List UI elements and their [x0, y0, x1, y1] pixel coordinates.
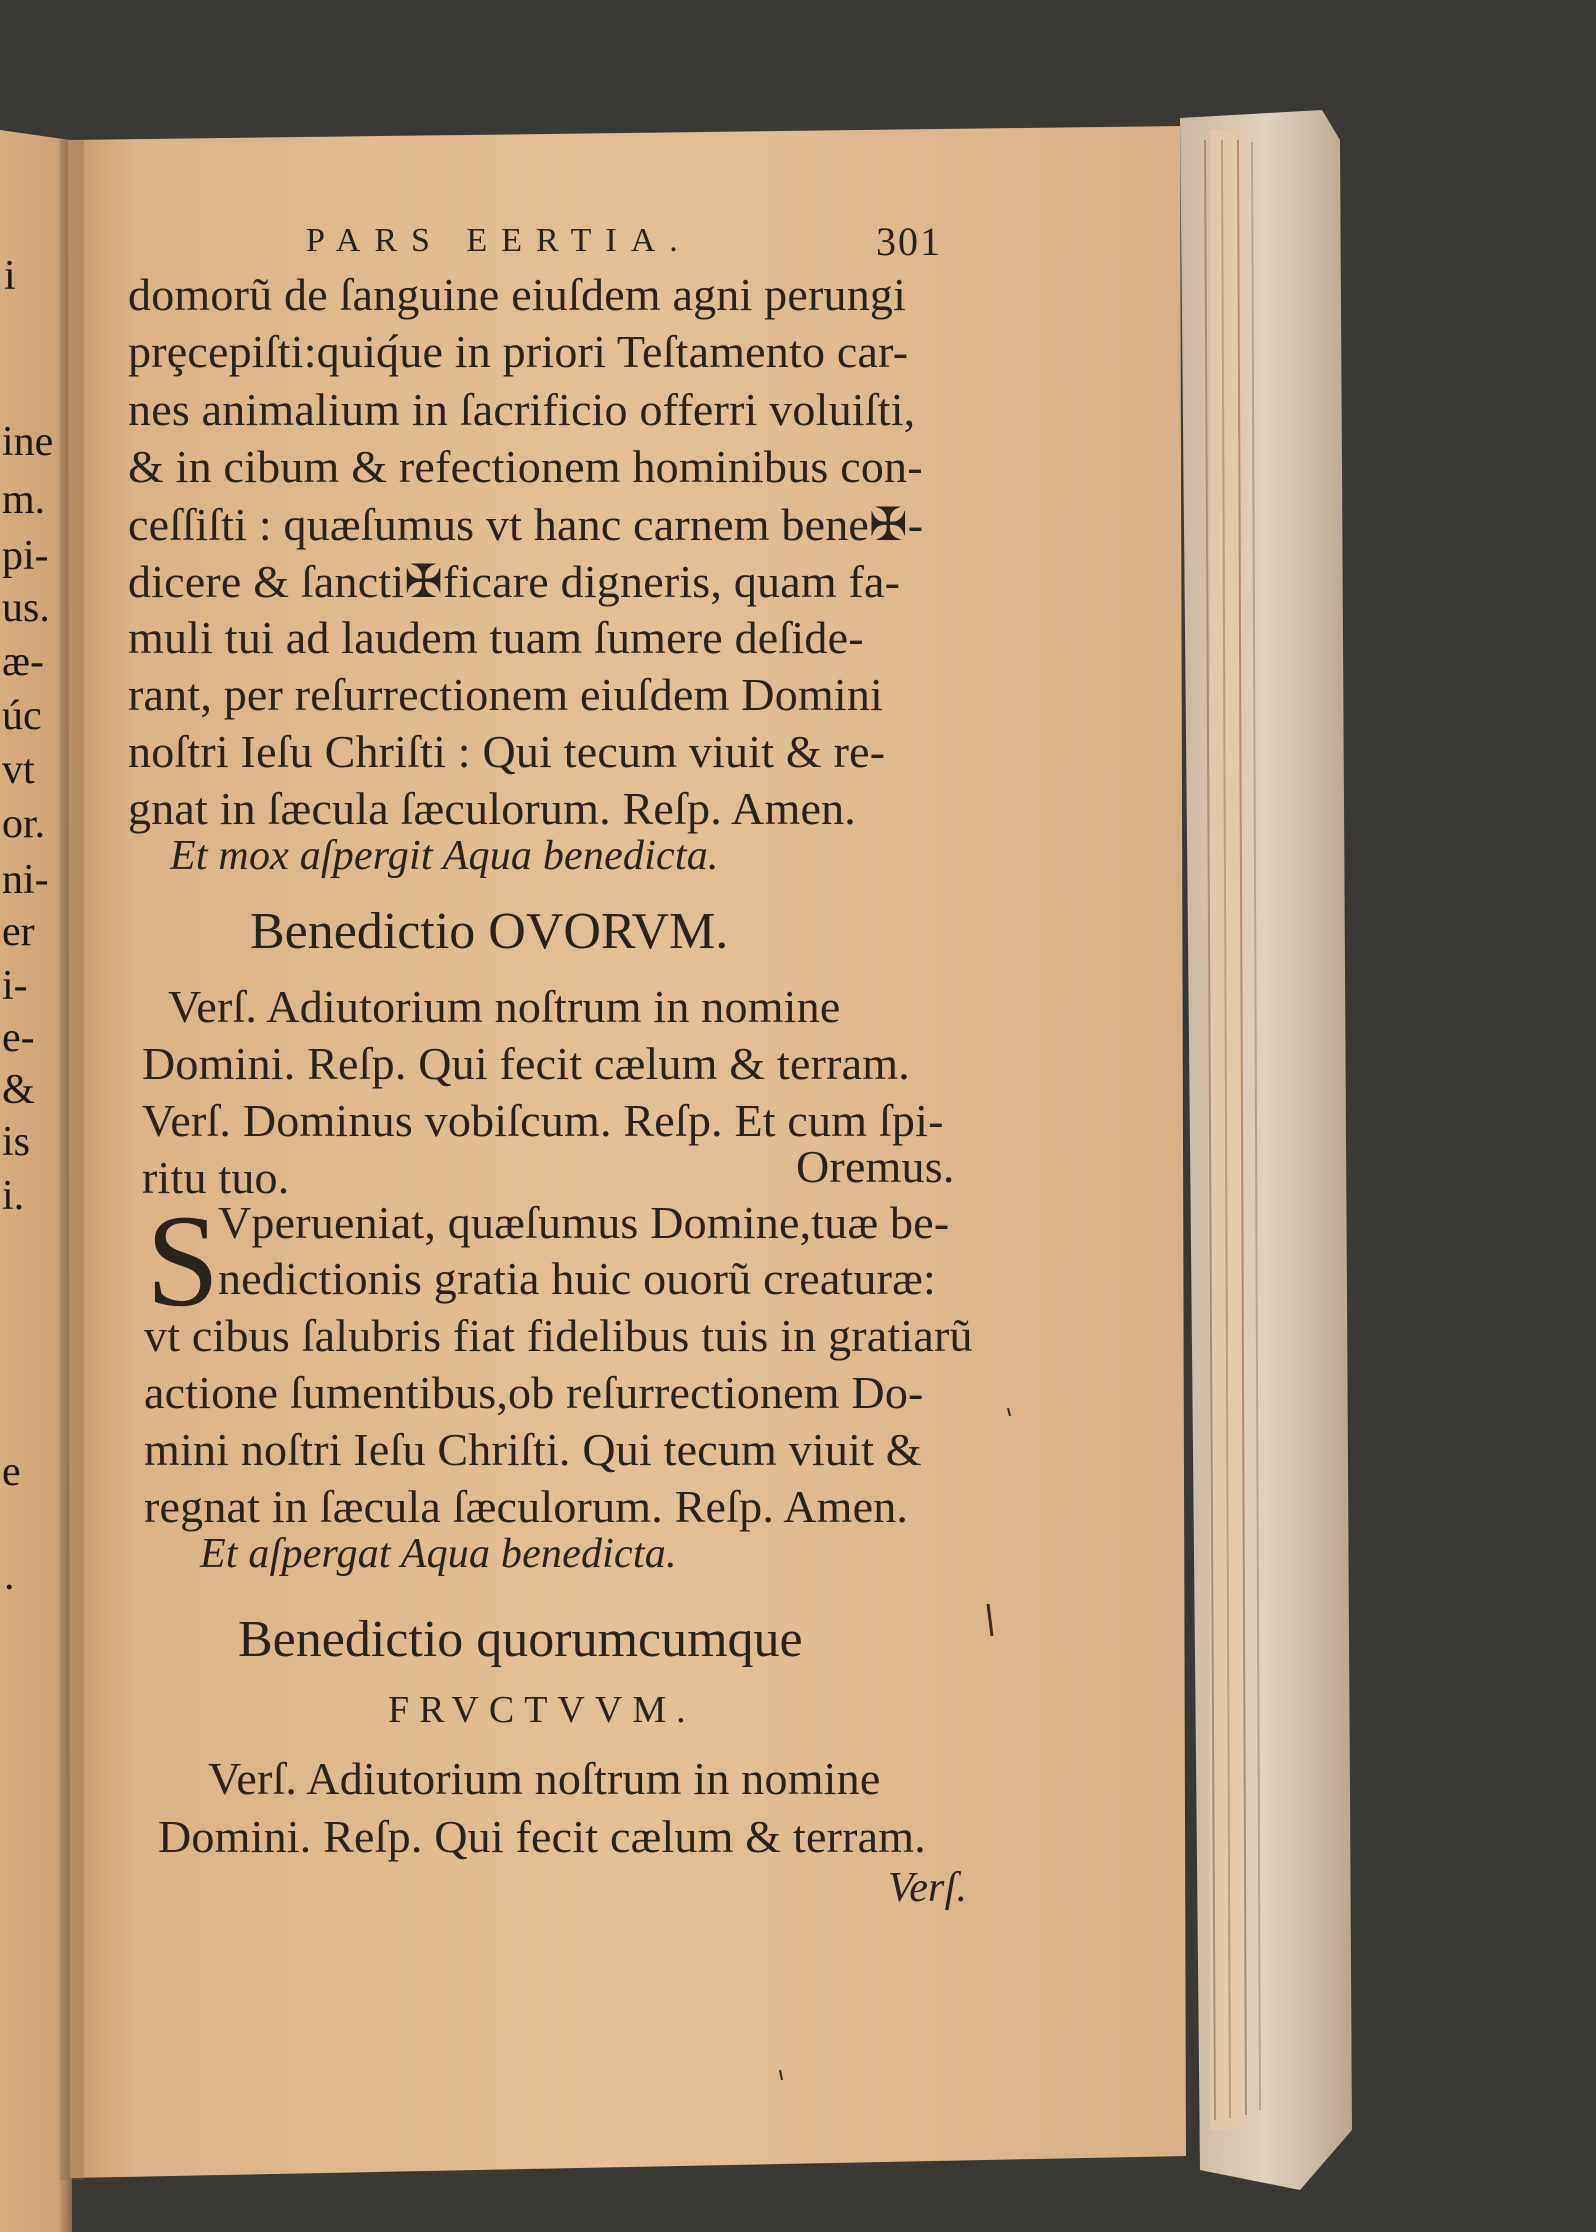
- facing-fragment: i-: [2, 963, 28, 1009]
- prayer-line: domorũ de ſanguine eiuſdem agni perungi: [128, 269, 907, 320]
- prayer-line: regnat in ſæcula ſæculorum. Reſp. Amen.: [144, 1481, 909, 1532]
- facing-fragment: &: [2, 1067, 35, 1113]
- facing-fragment: úc: [2, 693, 42, 739]
- oremus: Oremus.: [796, 1141, 955, 1192]
- prayer-line: & in cibum & refectionem hominibus con-: [128, 441, 923, 492]
- facing-fragment: ni-: [2, 857, 49, 903]
- page-number: 301: [876, 219, 942, 264]
- facing-fragment: .: [4, 1553, 15, 1599]
- facing-fragment: is: [2, 1119, 31, 1165]
- prayer-line: rant, per reſurrectionem eiuſdem Domini: [128, 669, 884, 720]
- catchword: Verſ.: [888, 1865, 968, 1911]
- facing-fragment: e-: [2, 1015, 35, 1061]
- prayer-line: ceſſiſti : quæſumus vt hanc carnem bene✠-: [128, 499, 924, 550]
- section-title-eggs: Benedictio OVORVM.: [250, 903, 729, 960]
- prayer-line: prȩcepiſti:quiq́ue in priori Teſtamento car-: [128, 326, 909, 377]
- drop-cap: S: [146, 1187, 220, 1334]
- facing-fragment: i.: [2, 1173, 25, 1219]
- facing-fragment: vt: [2, 747, 35, 793]
- versicle-line: ritu tuo.: [142, 1152, 290, 1203]
- prayer-line: Vperueniat, quæſumus Domine,tuæ be-: [218, 1197, 950, 1248]
- prayer-line: nes animalium in ſacrificio offerri voluiſti,: [128, 384, 916, 435]
- facing-fragment: æ-: [2, 639, 44, 685]
- versicle-line: Verſ. Adiutorium noſtrum in nomine: [208, 1753, 881, 1804]
- prayer-line: dicere & ſancti✠ficare digneris, quam fa-: [128, 556, 901, 607]
- facing-fragment: us.: [2, 585, 50, 631]
- prayer-line: vt cibus ſalubris fiat fidelibus tuis in gratiarũ: [144, 1310, 973, 1361]
- versicle-line: Verſ. Adiutorium noſtrum in nomine: [168, 981, 841, 1032]
- facing-fragment: or.: [2, 801, 46, 847]
- section-title-fruits: Benedictio quorumcumque: [238, 1611, 803, 1668]
- rubric: Et mox aſpergit Aqua benedicta.: [170, 833, 719, 879]
- facing-fragment: i: [4, 253, 16, 299]
- running-head-title: PARS EERTIA.: [306, 222, 692, 259]
- prayer-line: nedictionis gratia huic ouorũ creaturæ:: [218, 1253, 937, 1304]
- facing-fragment: er: [2, 909, 35, 955]
- prayer-line: noſtri Ieſu Chriſti : Qui tecum viuit & re-: [128, 726, 886, 777]
- prayer-line: muli tui ad laudem tuam ſumere deſide-: [128, 612, 864, 663]
- versicle-line: Domini. Reſp. Qui fecit cælum & terram.: [142, 1038, 910, 1089]
- versicle-line: Verſ. Dominus vobiſcum. Reſp. Et cum ſpi-: [142, 1095, 944, 1146]
- facing-fragment: e: [2, 1449, 21, 1495]
- facing-fragment: ine: [2, 419, 54, 465]
- prayer-line: mini noſtri Ieſu Chriſti. Qui tecum viuit &: [144, 1424, 922, 1475]
- versicle-line: Domini. Reſp. Qui fecit cælum & terram.: [158, 1811, 926, 1862]
- prayer-line: gnat in ſæcula ſæculorum. Reſp. Amen.: [128, 783, 856, 834]
- facing-fragment: pi-: [2, 533, 49, 579]
- section-subtitle-fruits: FRVCTVVM.: [388, 1689, 696, 1731]
- facing-fragment: m.: [2, 477, 46, 523]
- rubric: Et aſpergat Aqua benedicta.: [200, 1531, 677, 1577]
- prayer-line: actione ſumentibus,ob reſurrectionem Do-: [144, 1367, 924, 1418]
